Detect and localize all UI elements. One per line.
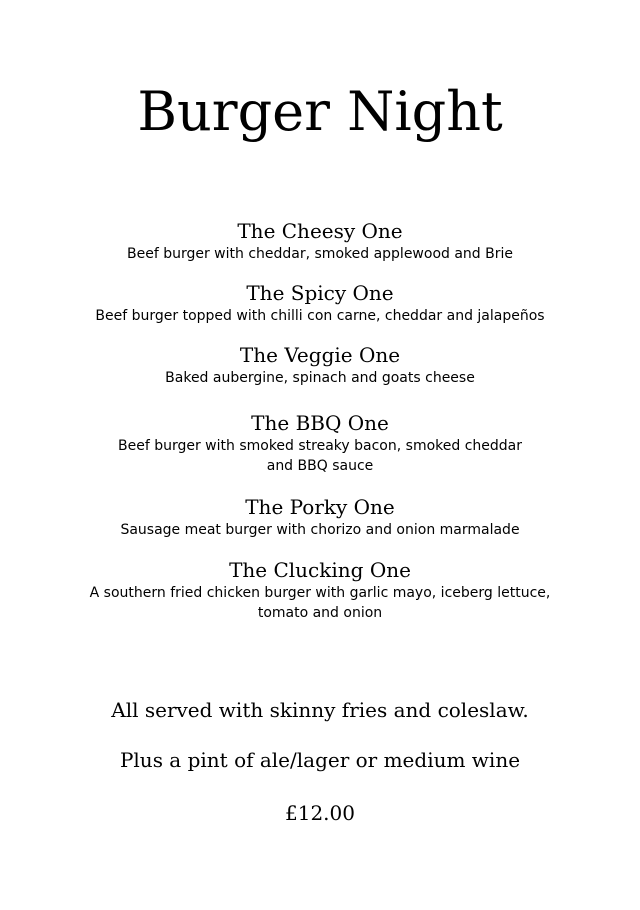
menu-item-name: The Clucking One xyxy=(229,558,411,582)
price: £12.00 xyxy=(285,801,355,825)
drink-offer-note: Plus a pint of ale/lager or medium wine xyxy=(119,748,521,772)
menu-item-description: A southern fried chicken burger with garlic mayo, iceberg lettuce, tomato and onion xyxy=(89,585,551,621)
menu-item-description: Sausage meat burger with chorizo and onion marmalade xyxy=(120,522,520,538)
menu-item-name: The BBQ One xyxy=(251,411,389,435)
menu-item xyxy=(0,342,640,388)
menu-item-name: The Cheesy One xyxy=(237,219,403,243)
menu-item-description: Beef burger topped with chilli con carne, cheddar and jalapeños xyxy=(95,308,545,324)
menu-item xyxy=(0,494,640,540)
menu-item xyxy=(0,410,640,476)
menu-item-description: Beef burger with smoked streaky bacon, smoked cheddar and BBQ sauce xyxy=(117,438,522,474)
menu-item-description: Baked aubergine, spinach and goats cheese xyxy=(165,370,475,386)
menu-item xyxy=(0,218,640,264)
menu-item-name: The Porky One xyxy=(245,495,395,519)
menu-item-name: The Veggie One xyxy=(239,343,401,367)
menu-title: Burger Night xyxy=(137,80,503,143)
menu-item-description: Beef burger with cheddar, smoked applewood and Brie xyxy=(126,246,513,262)
served-with-note: All served with skinny fries and coleslaw. xyxy=(111,698,529,722)
menu-item xyxy=(0,280,640,326)
menu-item-name: The Spicy One xyxy=(246,281,394,305)
menu-item xyxy=(0,557,640,623)
